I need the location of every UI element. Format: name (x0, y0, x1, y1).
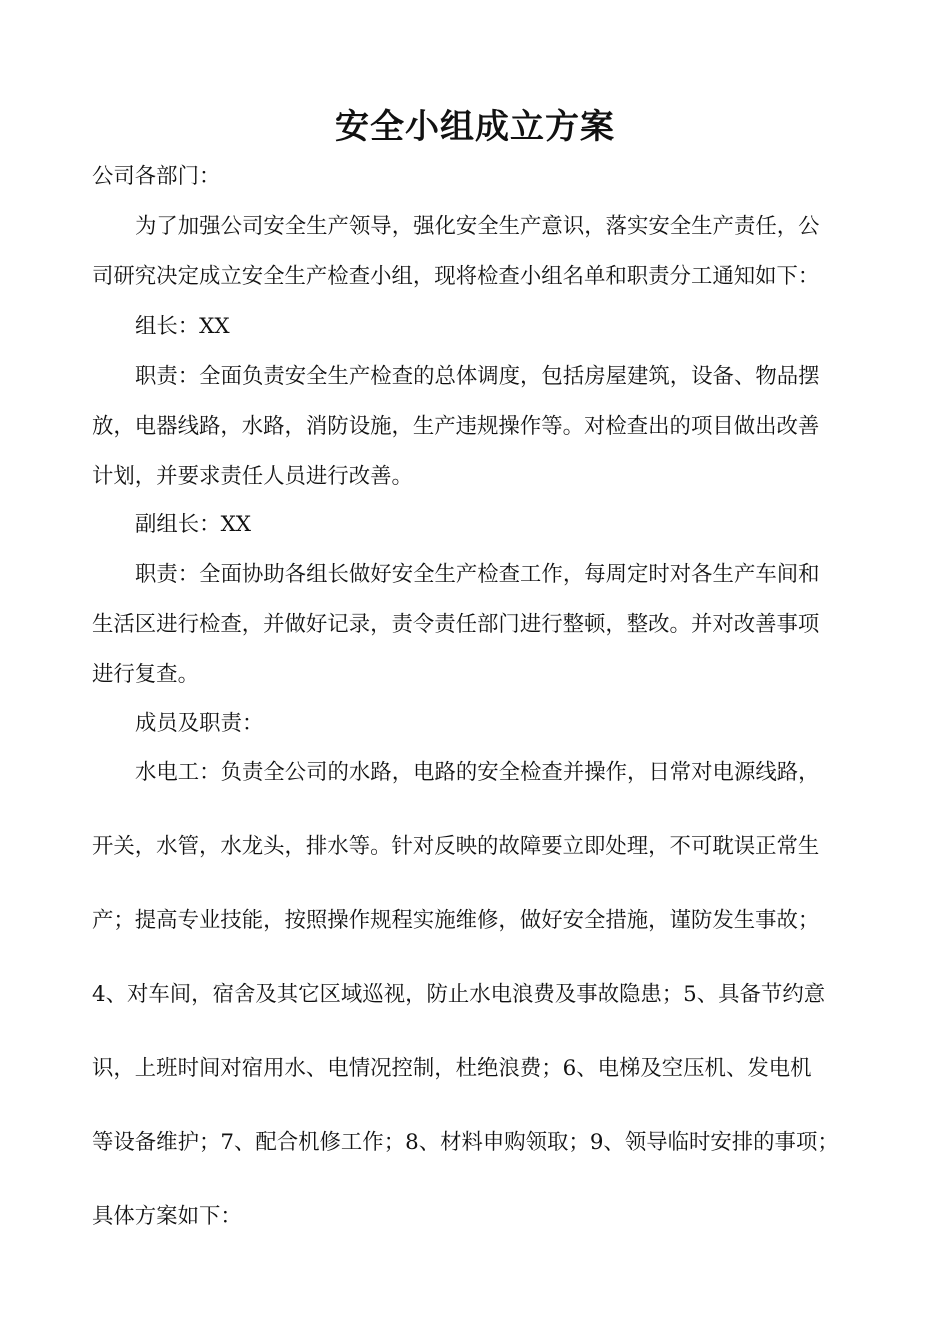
intro-line: 司研究决定成立安全生产检查小组，现将检查小组名单和职责分工通知如下： (92, 264, 820, 289)
electrician-line: 等设备维护；7、配合机修工作；8、材料申购领取；9、领导临时安排的事项； (92, 1130, 839, 1155)
deputy-duty-line: 进行复查。 (92, 662, 199, 687)
leader-line: 组长：XX (135, 314, 230, 339)
leader-duty-line: 计划，并要求责任人员进行改善。 (92, 464, 413, 489)
electrician-paragraph (92, 736, 862, 1254)
intro-paragraph (92, 202, 862, 302)
electrician-line: 4、对车间，宿舍及其它区域巡视，防止水电浪费及事故隐患；5、具备节约意 (92, 982, 826, 1007)
electrician-line: 识，上班时间对宿用水、电情况控制，杜绝浪费；6、电梯及空压机、发电机 (92, 1056, 812, 1081)
electrician-line: 水电工：负责全公司的水路，电路的安全检查并操作，日常对电源线路， (135, 760, 820, 785)
deputy-duty-paragraph (92, 550, 862, 700)
leader-duty-line: 放，电器线路，水路，消防设施，生产违规操作等。对检查出的项目做出改善 (92, 414, 820, 439)
salutation-paragraph (92, 152, 862, 202)
deputy-leader-line: 副组长：XX (135, 512, 252, 537)
deputy-duty-line: 职责：全面协助各组长做好安全生产检查工作，每周定时对各生产车间和 (135, 562, 820, 587)
members-heading: 成员及职责： (135, 711, 264, 736)
document-title: 安全小组成立方案 (335, 107, 615, 147)
salutation: 公司各部门： (92, 164, 221, 189)
leader-duty-line: 职责：全面负责安全生产检查的总体调度，包括房屋建筑，设备、物品摆 (135, 364, 820, 389)
electrician-line: 产；提高专业技能，按照操作规程实施维修，做好安全措施，谨防发生事故； (92, 908, 820, 933)
deputy-duty-line: 生活区进行检查，并做好记录，责令责任部门进行整顿，整改。并对改善事项 (92, 612, 820, 637)
deputy-leader-paragraph (92, 500, 862, 550)
leader-paragraph (92, 302, 862, 352)
intro-line: 为了加强公司安全生产领导，强化安全生产意识，落实安全生产责任，公 (135, 214, 820, 239)
leader-duty-paragraph (92, 352, 862, 502)
electrician-line: 具体方案如下： (92, 1204, 242, 1229)
electrician-line: 开关，水管，水龙头，排水等。针对反映的故障要立即处理，不可耽误正常生 (92, 834, 820, 859)
